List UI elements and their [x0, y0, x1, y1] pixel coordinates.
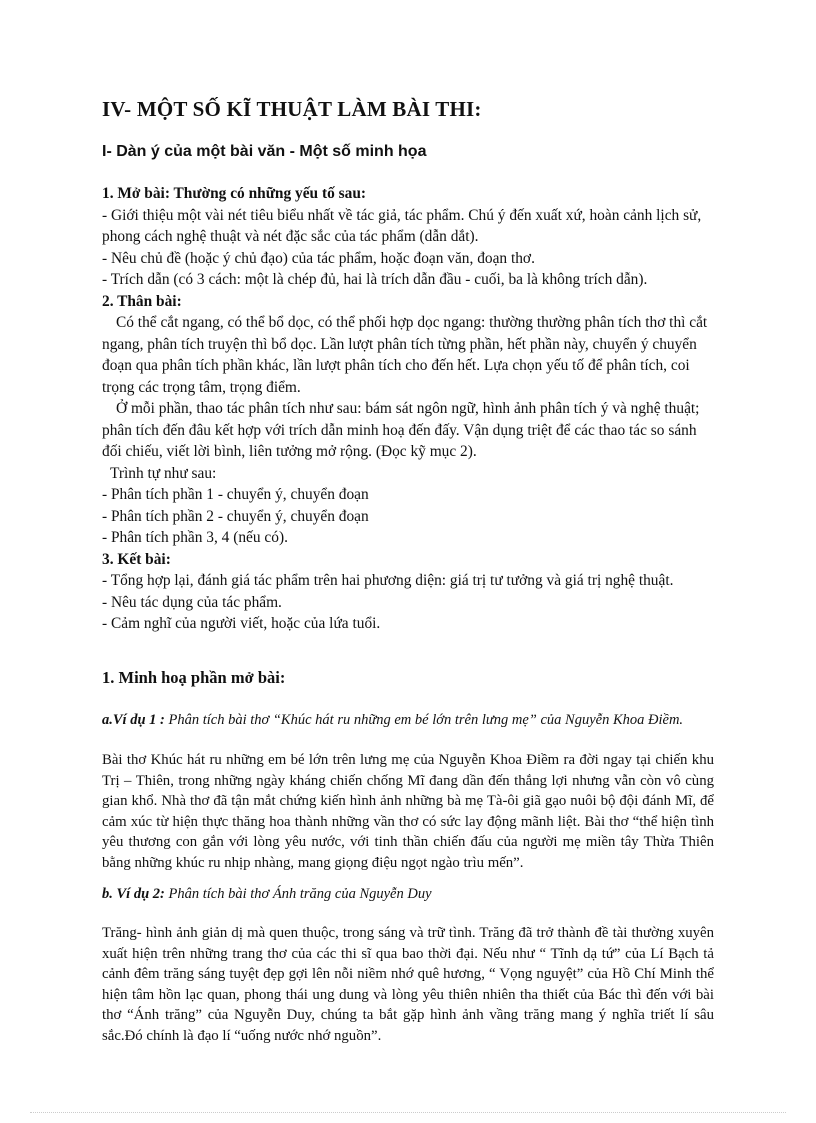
example-2-heading	[102, 886, 722, 903]
than-bai-line: - Phân tích phần 3, 4 (nếu có).	[102, 529, 288, 546]
page-bottom-divider	[30, 1112, 786, 1113]
mo-bai-line: - Giới thiệu một vài nét tiêu biểu nhất về tác giả, tác phẩm. Chú ý đến xuất xứ, hoàn cảnh lịch sử, phong cách nghệ thuật và nét đặc sắc của tác phẩm (dẫn dắt).	[102, 206, 702, 245]
than-bai-heading: 2. Thân bài:	[102, 292, 182, 310]
example-1-heading	[102, 712, 722, 729]
example-2-paragraph	[102, 923, 714, 1047]
example-1-paragraph	[102, 750, 714, 874]
example-2-title: Phân tích bài thơ Ánh trăng của Nguyễn Duy	[164, 886, 432, 902]
than-bai-paragraph: Có thể cắt ngang, có thể bổ dọc, có thể phối hợp dọc ngang: thường thường phân tích thơ thì cắt ngang, phân tích truyện thì bổ dọc. Lần lượt phân tích từng phần, hết phần này, chuyển ý chuyển đoạn qua phân tích phần khác, lần lượt phân tích cho đến hết. Lựa chọn yếu tố để phân tích, coi trọng các trọng tâm, trọng điểm.	[102, 314, 708, 396]
page-title: IV- MỘT SỐ KĨ THUẬT LÀM BÀI THI:	[102, 97, 482, 121]
mo-bai-heading: 1. Mở bài: Thường có những yếu tố sau:	[102, 185, 367, 202]
than-bai-paragraph: Trình tự như sau:	[110, 464, 217, 482]
example-1-title: Phân tích bài thơ “Khúc hát ru những em bé lớn trên lưng mẹ” của Nguyễn Khoa Điềm.	[164, 712, 684, 728]
section-subtitle: I- Dàn ý của một bài văn - Một số minh họa	[102, 143, 427, 160]
example-1-label: a.Ví dụ 1 :	[102, 712, 165, 728]
ket-bai-line: - Tổng hợp lại, đánh giá tác phẩm trên hai phương diện: giá trị tư tưởng và giá trị nghệ thuật.	[102, 572, 674, 589]
ket-bai-line: - Cảm nghĩ của người viết, hoặc của lứa tuổi.	[102, 615, 381, 632]
ket-bai-line: - Nêu tác dụng của tác phẩm.	[102, 593, 282, 611]
example-2-label: b. Ví dụ 2:	[102, 886, 165, 902]
ket-bai-heading: 3. Kết bài:	[102, 550, 171, 568]
example-2-text: Trăng- hình ảnh giản dị mà quen thuộc, trong sáng và trữ tình. Trăng đã trở thành đề tài thường xuyên xuất hiện trên những trang thơ của các thi sĩ qua bao thời đại. Nếu như “ Tĩnh dạ tứ” của Lí Bạch tả cảnh đêm trăng sáng tuyệt đẹp gợi lên nỗi niềm nhớ quê hương, “ Vọng nguyệt” của Hồ Chí Minh thể hiện tâm hồn lạc quan, phong thái ung dung và lòng yêu thiên nhiên tha thiết của Bác thì đến với bài thơ “Ánh trăng” của Nguyễn Duy, chúng ta bắt gặp hình ảnh vầng trăng mang ý nghĩa triết lí sâu sắc.Đó chính là đạo lí “uống nước nhớ nguồn”.	[102, 925, 714, 1044]
minh-hoa-heading: 1. Minh hoạ phần mở bài:	[102, 668, 286, 687]
outline-block	[102, 183, 717, 635]
than-bai-line: - Phân tích phần 1 - chuyển ý, chuyển đoạn	[102, 486, 369, 503]
than-bai-line: - Phân tích phần 2 - chuyển ý, chuyển đoạn	[102, 507, 369, 525]
mo-bai-line: - Nêu chủ đề (hoặc ý chủ đạo) của tác phẩm, hoặc đoạn văn, đoạn thơ.	[102, 249, 535, 267]
than-bai-paragraph: Ở mỗi phần, thao tác phân tích như sau: bám sát ngôn ngữ, hình ảnh phân tích ý và nghệ thuật; phân tích đến đâu kết hợp với trích dẫn minh hoạ đến đấy. Vận dụng triệt để các thao tác so sánh đối chiếu, viết lời bình, liên tưởng mở rộng. (Đọc kỹ mục 2).	[102, 400, 700, 460]
mo-bai-line: - Trích dẫn (có 3 cách: một là chép đủ, hai là trích dẫn đầu - cuối, ba là không trích dẫn).	[102, 271, 648, 288]
example-1-text: Bài thơ Khúc hát ru những em bé lớn trên lưng mẹ của Nguyễn Khoa Điềm ra đời ngay tại chiến khu Trị – Thiên, trong những ngày kháng chiến chống Mĩ đang dần đến thắng lợi nhưng vẫn còn vô cùng gian khổ. Nhà thơ đã tận mắt chứng kiến hình ảnh những bà mẹ Tà-ôi giã gạo nuôi bộ đội đánh Mĩ, để cảm xúc từ hiện thực thăng hoa thành những vần thơ có sức lay động mãnh liệt. Bài thơ “thể hiện tình yêu thương con gắn với lòng yêu nước, với tinh thần chiến đấu của người mẹ miền tây Thừa Thiên bằng những khúc ru nhịp nhàng, mang giọng điệu ngọt ngào trìu mến”.	[102, 752, 714, 871]
